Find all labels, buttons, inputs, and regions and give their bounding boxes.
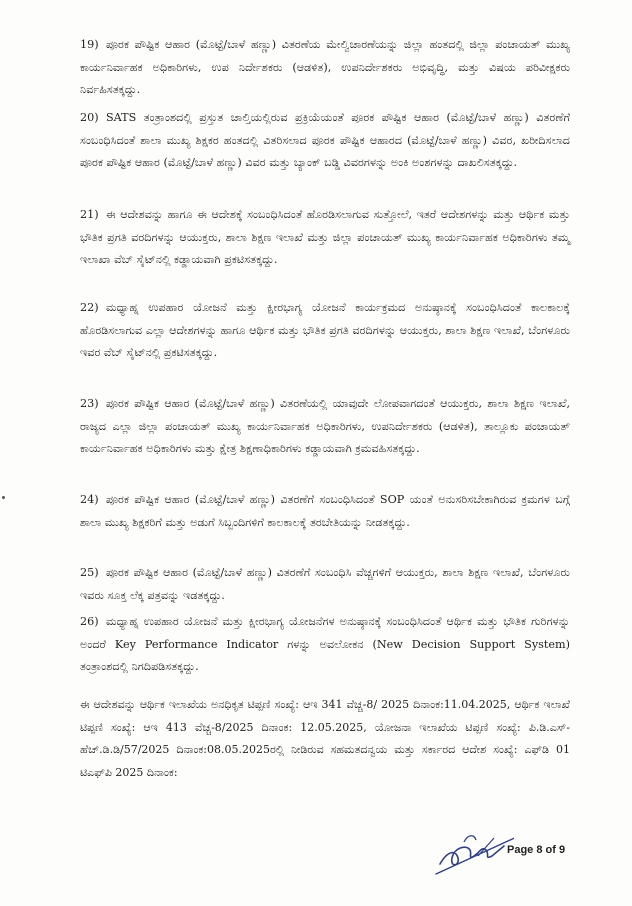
- list-item: [80, 393, 570, 461]
- item-number: 26): [80, 615, 99, 628]
- list-item: [80, 34, 570, 102]
- scan-speck: [2, 496, 5, 499]
- item-number: 22): [80, 301, 99, 314]
- item-text: ಪೂರಕ ಪೌಷ್ಟಿಕ ಆಹಾರ (ಮೊಟ್ಟೆ/ಬಾಳೆ ಹಣ್ಣು) ವಿತರಣೆಗೆ ಸಂಬಂಧಿಸಿ ವೆಚ್ಚಗಳಿಗೆ ಆಯುಕ್ತರು, ಶಾಲಾ ಶಿಕ್ಷಣ ಇಲಾಖೆ, ಬೆಂಗಳೂರು ಇವರು ಸೂಕ್ತ ಲೆಕ್ಕ ಪತ್ರವನ್ನು ಇಡತಕ್ಕದ್ದು.: [80, 566, 570, 602]
- list-item: [80, 297, 570, 365]
- list-item: [80, 204, 570, 272]
- item-text: ಪೂರಕ ಪೌಷ್ಟಿಕ ಆಹಾರ (ಮೊಟ್ಟೆ/ಬಾಳೆ ಹಣ್ಣು) ವಿತರಣೆಯ ಮೇಲ್ವಿಚಾರಣೆಯನ್ನು ಜಿಲ್ಲಾ ಹಂತದಲ್ಲಿ ಜಿಲ್ಲಾ ಪಂಚಾಯತ್ ಮುಖ್ಯ ಕಾರ್ಯನಿರ್ವಾಹಕ ಅಧಿಕಾರಿಗಳು, ಉಪ ನಿರ್ದೇಶಕರು (ಆಡಳಿತ), ಉಪನಿರ್ದೇಶಕರು ಅಭಿವೃದ್ಧಿ, ಮತ್ತು ವಿಷಯ ಪರಿವೀಕ್ಷಕರು ನಿರ್ವಹಿಸತಕ್ಕದ್ದು.: [80, 38, 570, 97]
- list-item: [80, 611, 570, 679]
- item-text: ಮಧ್ಯಾಹ್ನ ಉಪಹಾರ ಯೋಜನೆ ಮತ್ತು ಕ್ಷೀರಭಾಗ್ಯ ಯೋಜನೆ ಕಾರ್ಯಕ್ರಮದ ಅನುಷ್ಠಾನಕ್ಕೆ ಸಂಬಂಧಿಸಿದಂತೆ ಕಾಲಕಾಲಕ್ಕೆ ಹೊರಡಿಸಲಾಗುವ ಎಲ್ಲಾ ಆದೇಶಗಳನ್ನು ಹಾಗೂ ಆರ್ಥಿಕ ಮತ್ತು ಭೌತಿಕ ಪ್ರಗತಿ ವರದಿಗಳನ್ನು ಆಯುಕ್ತರು, ಶಾಲಾ ಶಿಕ್ಷಣ ಇಲಾಖೆ, ಬೆಂಗಳೂರು ಇವರ ವೆಬ್ ಸೈಟ್‌ನಲ್ಲಿ ಪ್ರಕಟಿಸತಕ್ಕದ್ದು.: [80, 301, 570, 360]
- item-number: 23): [80, 397, 99, 410]
- page-number: Page 8 of 9: [507, 844, 566, 856]
- item-text: ಪೂರಕ ಪೌಷ್ಟಿಕ ಆಹಾರ (ಮೊಟ್ಟೆ/ಬಾಳೆ ಹಣ್ಣು) ವಿತರಣೆಗೆ ಸಂಬಂಧಿಸಿದಂತೆ SOP ಯಂತೆ ಅನುಸರಿಸಬೇಕಾಗಿರುವ ಕ್ರಮಗಳ ಬಗ್ಗೆ ಶಾಲಾ ಮುಖ್ಯ ಶಿಕ್ಷಕರಿಗೆ ಮತ್ತು ಅಡುಗೆ ಸಿಬ್ಬಂದಿಗಳಿಗೆ ಕಾಲಕಾಲಕ್ಕೆ ತರಬೇತಿಯನ್ನು ನೀಡತಕ್ಕದ್ದು.: [80, 493, 570, 529]
- item-text: ಪೂರಕ ಪೌಷ್ಟಿಕ ಆಹಾರ (ಮೊಟ್ಟೆ/ಬಾಳೆ ಹಣ್ಣು) ವಿತರಣೆಯಲ್ಲಿ ಯಾವುದೇ ಲೋಪವಾಗದಂತೆ ಆಯುಕ್ತರು, ಶಾಲಾ ಶಿಕ್ಷಣ ಇಲಾಖೆ, ರಾಜ್ಯದ ಎಲ್ಲಾ ಜಿಲ್ಲಾ ಪಂಚಾಯತ್ ಮುಖ್ಯ ಕಾರ್ಯನಿರ್ವಾಹಕ ಅಧಿಕಾರಿಗಳು, ಉಪನಿರ್ದೇಶಕರು (ಆಡಳಿತ), ತಾಲ್ಲೂಕು ಪಂಚಾಯತ್ ಕಾರ್ಯನಿರ್ವಾಹಕ ಅಧಿಕಾರಿಗಳು ಮತ್ತು ಕ್ಷೇತ್ರ ಶಿಕ್ಷಣಾಧಿಕಾರಿಗಳು ಕಡ್ಡಾಯವಾಗಿ ಕ್ರಮವಹಿಸತಕ್ಕದ್ದು.: [80, 397, 570, 456]
- list-item: [80, 489, 570, 534]
- item-text: ಮಧ್ಯಾಹ್ನ ಉಪಹಾರ ಯೋಜನೆ ಮತ್ತು ಕ್ಷೀರಭಾಗ್ಯ ಯೋಜನೆಗಳ ಅನುಷ್ಠಾನಕ್ಕೆ ಸಂಬಂಧಿಸಿದಂತೆ ಆರ್ಥಿಕ ಮತ್ತು ಭೌತಿಕ ಗುರಿಗಳನ್ನು ಅಂದರೆ Key Performance Indicator ಗಳನ್ನು ಅವಲೋಕನ (New Decision Support System) ತಂತ್ರಾಂಶದಲ್ಲಿ ನಿಗದಿಪಡಿಸತಕ್ಕದ್ದು.: [80, 615, 570, 674]
- list-item: [80, 107, 570, 175]
- item-text: ಈ ಆದೇಶವನ್ನು ಹಾಗೂ ಈ ಆದೇಶಕ್ಕೆ ಸಂಬಂಧಿಸಿದಂತೆ ಹೊರಡಿಸಲಾಗುವ ಸುತ್ತೋಲೆ, ಇತರೆ ಆದೇಶಗಳನ್ನು ಮತ್ತು ಆರ್ಥಿಕ ಮತ್ತು ಭೌತಿಕ ಪ್ರಗತಿ ವರದಿಗಳನ್ನು ಆಯುಕ್ತರು, ಶಾಲಾ ಶಿಕ್ಷಣ ಇಲಾಖೆ ಮತ್ತು ಜಿಲ್ಲಾ ಪಂಚಾಯತ್ ಮುಖ್ಯ ಕಾರ್ಯನಿರ್ವಾಹಕ ಅಧಿಕಾರಿಗಳು ತಮ್ಮ ಇಲಾಖಾ ವೆಬ್ ಸೈಟ್‌ನಲ್ಲಿ ಕಡ್ಡಾಯವಾಗಿ ಪ್ರಕಟಿಸತಕ್ಕದ್ದು.: [80, 208, 570, 267]
- list-item: [80, 562, 570, 607]
- signature-image: [434, 820, 514, 880]
- item-number: 24): [80, 493, 99, 506]
- item-number: 21): [80, 208, 99, 221]
- item-number: 19): [80, 38, 99, 51]
- closing-paragraph: ಈ ಆದೇಶವನ್ನು ಆರ್ಥಿಕ ಇಲಾಖೆಯ ಅನಧಿಕೃತ ಟಿಪ್ಪಣಿ ಸಂಖ್ಯೆ: ಆಇ 341 ವೆಚ್ಚ-8/ 2025 ದಿನಾಂಕ:11.04.2025, ಆರ್ಥಿಕ ಇಲಾಖೆ ಟಿಪ್ಪಣಿ ಸಂಖ್ಯೆ: ಆಇ 413 ವೆಚ್ಚ-8/2025 ದಿನಾಂಕ: 12.05.2025, ಯೋಜನಾ ಇಲಾಖೆಯ ಟಿಪ್ಪಣಿ ಸಂಖ್ಯೆ: ಪಿ.ಡಿ.ಎಸ್- ಹೆಚ್.ಡಿ.ಡಿ/57/2025 ದಿನಾಂಕ:08.05.2025ರಲ್ಲಿ ನೀಡಿರುವ ಸಹಮತದನ್ವಯ ಮತ್ತು ಸರ್ಕಾರದ ಆದೇಶ ಸಂಖ್ಯೆ: ಎಫ್‌ಡಿ 01 ಟಿಎಫ್‌ಪಿ 2025 ದಿನಾಂಕ:: [80, 698, 570, 779]
- item-number: 20): [80, 111, 99, 124]
- item-number: 25): [80, 566, 99, 579]
- item-text: SATS ತಂತ್ರಾಂಶದಲ್ಲಿ ಪ್ರಸ್ತುತ ಚಾಲ್ತಿಯಲ್ಲಿರುವ ಪ್ರಕ್ರಿಯೆಯಂತೆ ಪೂರಕ ಪೌಷ್ಟಿಕ ಆಹಾರ (ಮೊಟ್ಟೆ/ಬಾಳೆ ಹಣ್ಣು) ವಿತರಣೆಗೆ ಸಂಬಂಧಿಸಿದಂತೆ ಶಾಲಾ ಮುಖ್ಯ ಶಿಕ್ಷಕರ ಹಂತದಲ್ಲಿ ವಿತರಿಸಲಾದ ಪೂರಕ ಪೌಷ್ಟಿಕ ಆಹಾರದ (ಮೊಟ್ಟೆ/ಬಾಳೆ ಹಣ್ಣು) ವಿವರ, ಖರೀದಿಸಲಾದ ಪೂರಕ ಪೌಷ್ಟಿಕ ಆಹಾರ (ಮೊಟ್ಟೆ/ಬಾಳೆ ಹಣ್ಣು) ವಿವರ ಮತ್ತು ಬ್ಯಾಂಕ್ ಬಡ್ಡಿ ವಿವರಗಳನ್ನು ಅಂಕಿ ಅಂಶಗಳನ್ನು ದಾಖಲಿಸತಕ್ಕದ್ದು.: [80, 111, 570, 170]
